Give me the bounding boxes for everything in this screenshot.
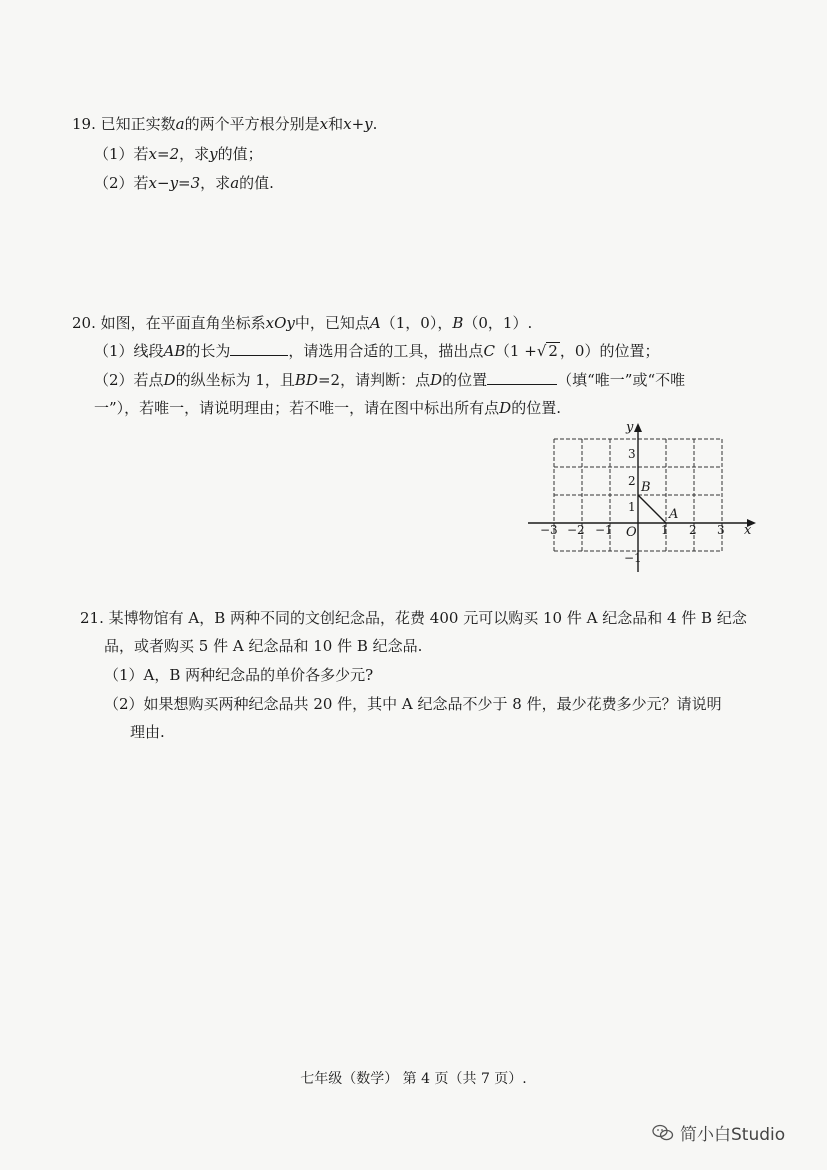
answer-blank-d-position[interactable]	[487, 370, 557, 385]
x-axis-label: x	[744, 523, 752, 538]
x-tick-label: 3	[717, 523, 725, 537]
x-tick-label: −2	[567, 523, 585, 537]
y-tick-label: 1	[628, 500, 636, 514]
q21-part2: （2）如果想购买两种纪念品共 20 件，其中 A 纪念品不少于 8 件，最少花费多少元？请说明	[104, 695, 722, 713]
origin-label: O	[626, 525, 637, 540]
q19-stem: 19. 已知正实数a的两个平方根分别是x和x+y.	[72, 115, 378, 133]
point-b-label: B	[641, 480, 651, 495]
x-tick-label: −1	[595, 523, 613, 537]
q21-part1: （1）A，B 两种纪念品的单价各多少元?	[104, 666, 374, 684]
coordinate-grid[interactable]	[528, 420, 760, 580]
y-tick-label: 2	[628, 474, 636, 488]
q21-stem-cont: 品，或者购买 5 件 A 纪念品和 10 件 B 纪念品.	[104, 637, 423, 655]
x-tick-label: −3	[540, 523, 558, 537]
q20-part1: （1）线段AB的长为 ，请选用合适的工具，描出点C（1 +√ 2 ，0）的位置；	[94, 342, 660, 360]
segment-ab	[638, 495, 666, 523]
q20-part2-cont: 一”），若唯一，请说明理由；若不唯一，请在图中标出所有点D的位置.	[94, 399, 561, 417]
page-footer: 七年级（数学） 第 4 页（共 7 页）.	[300, 1071, 527, 1087]
x-tick-label: 2	[689, 523, 697, 537]
q20-number: 20.	[72, 314, 96, 332]
q19-part1: （1）若x=2，求y的值；	[94, 145, 263, 163]
q21-stem: 21. 某博物馆有 A，B 两种不同的文创纪念品，花费 400 元可以购买 10 件 A 纪念品和 4 件 B 纪念	[80, 609, 747, 627]
watermark	[652, 1120, 785, 1145]
wechat-icon	[652, 1124, 674, 1142]
q21-number: 21.	[80, 609, 104, 627]
q19-number: 19.	[72, 115, 96, 133]
q19-part2: （2）若x−y=3，求a的值.	[94, 174, 274, 192]
point-a-label: A	[669, 507, 679, 522]
x-tick-label: 1	[661, 523, 669, 537]
q21-part2-cont: 理由.	[130, 723, 165, 741]
q20-part2: （2）若点D的纵坐标为 1，且BD=2，请判断：点D的位置 （填“唯一”或“不唯	[94, 371, 686, 389]
watermark-text: 简小白Studio	[680, 1125, 786, 1145]
answer-blank-ab-length[interactable]	[230, 341, 288, 356]
y-axis-label: y	[626, 420, 634, 435]
y-tick-label: 3	[628, 447, 636, 461]
y-tick-label: −1	[624, 551, 642, 565]
q20-stem: 20. 如图，在平面直角坐标系xOy中，已知点A（1，0），B（0，1）.	[72, 314, 533, 332]
